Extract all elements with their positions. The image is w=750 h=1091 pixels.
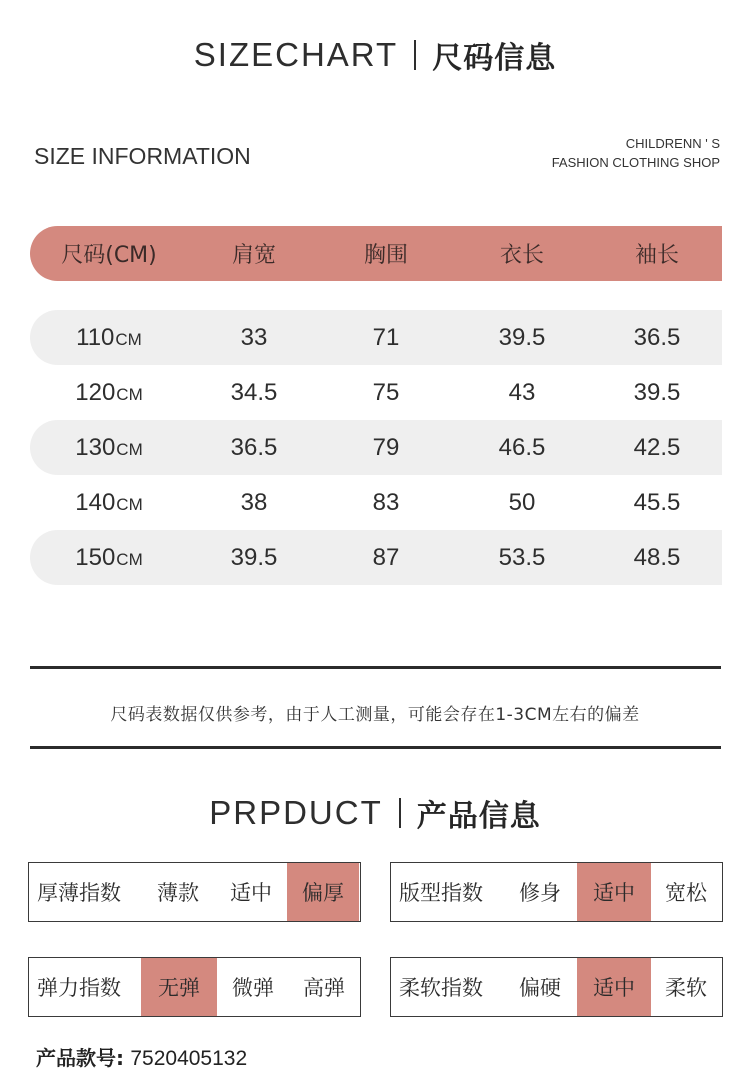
size-table-header	[30, 226, 722, 281]
chest-cell: 71	[372, 323, 400, 351]
model-number-label: 产品款号:	[36, 1046, 124, 1070]
chest-cell: 83	[372, 488, 400, 516]
softness-scale	[390, 957, 723, 1017]
size-cell: 140 CM	[75, 488, 143, 516]
scale-option: 无弹	[141, 958, 217, 1016]
column-header-sleeve: 袖长	[634, 243, 679, 268]
size-information-subtitle: SIZE INFORMATION	[34, 143, 251, 169]
scale-label: 版型指数	[399, 881, 483, 905]
scale-option: 高弹	[303, 976, 345, 1000]
table-row	[30, 365, 722, 420]
column-header-length: 衣长	[499, 243, 544, 268]
chest-cell: 87	[372, 543, 400, 571]
shoulder-cell: 36.5	[230, 433, 278, 461]
size-cell: 120 CM	[75, 378, 143, 406]
model-number	[36, 1042, 247, 1071]
heading-divider	[414, 40, 416, 70]
scale-option: 适中	[230, 881, 272, 905]
scale-label: 柔软指数	[399, 976, 483, 1000]
divider-bottom	[30, 746, 721, 749]
sleeve-cell: 48.5	[633, 543, 681, 571]
model-number-value: 7520405132	[130, 1047, 248, 1070]
chest-cell: 75	[372, 378, 400, 406]
scale-option: 薄款	[157, 881, 199, 905]
thickness-scale	[28, 862, 361, 922]
length-cell: 43	[508, 378, 536, 406]
length-cell: 53.5	[498, 543, 546, 571]
sizechart-heading	[0, 34, 750, 76]
sleeve-cell: 42.5	[633, 433, 681, 461]
scale-option: 偏厚	[287, 863, 359, 921]
scale-option: 修身	[519, 881, 561, 905]
table-row	[30, 475, 722, 530]
size-cell: 150 CM	[75, 543, 143, 571]
column-header-size: 尺码(CM)	[61, 243, 157, 268]
heading-divider	[399, 798, 401, 828]
scale-option: 适中	[577, 958, 651, 1016]
table-row	[30, 420, 722, 475]
fit-scale	[390, 862, 723, 922]
brand-tagline	[552, 134, 720, 172]
scale-option: 适中	[577, 863, 651, 921]
scale-option: 柔软	[665, 976, 707, 1000]
brand-line-1: CHILDRENN ' S	[625, 136, 720, 151]
size-cell: 130 CM	[75, 433, 143, 461]
brand-line-2: FASHION CLOTHING SHOP	[551, 155, 720, 170]
column-header-chest: 胸围	[363, 243, 408, 268]
sleeve-cell: 45.5	[633, 488, 681, 516]
divider-top	[30, 666, 721, 669]
size-cell: 110 CM	[76, 323, 142, 351]
chest-cell: 79	[372, 433, 400, 461]
stretch-scale	[28, 957, 361, 1017]
product-heading	[0, 792, 750, 834]
sleeve-cell: 36.5	[633, 323, 681, 351]
shoulder-cell: 38	[240, 488, 268, 516]
table-row	[30, 310, 722, 365]
sizechart-title-zh: 尺码信息	[432, 41, 557, 76]
scale-option: 宽松	[665, 881, 707, 905]
scale-label: 弹力指数	[37, 976, 121, 1000]
measurement-note: 尺码表数据仅供参考，由于人工测量，可能会存在1-3CM左右的偏差	[110, 705, 640, 725]
length-cell: 46.5	[498, 433, 546, 461]
product-title-zh: 产品信息	[416, 799, 541, 834]
shoulder-cell: 39.5	[230, 543, 278, 571]
sizechart-title-en: SIZECHART	[193, 36, 399, 73]
column-header-shoulder: 肩宽	[231, 243, 276, 268]
sleeve-cell: 39.5	[633, 378, 681, 406]
length-cell: 39.5	[498, 323, 546, 351]
shoulder-cell: 33	[240, 323, 268, 351]
length-cell: 50	[508, 488, 536, 516]
shoulder-cell: 34.5	[230, 378, 278, 406]
scale-option: 偏硬	[519, 976, 561, 1000]
scale-option: 微弹	[232, 976, 274, 1000]
scale-label: 厚薄指数	[37, 881, 121, 905]
product-title-en: PRPDUCT	[209, 794, 383, 831]
table-row	[30, 530, 722, 585]
